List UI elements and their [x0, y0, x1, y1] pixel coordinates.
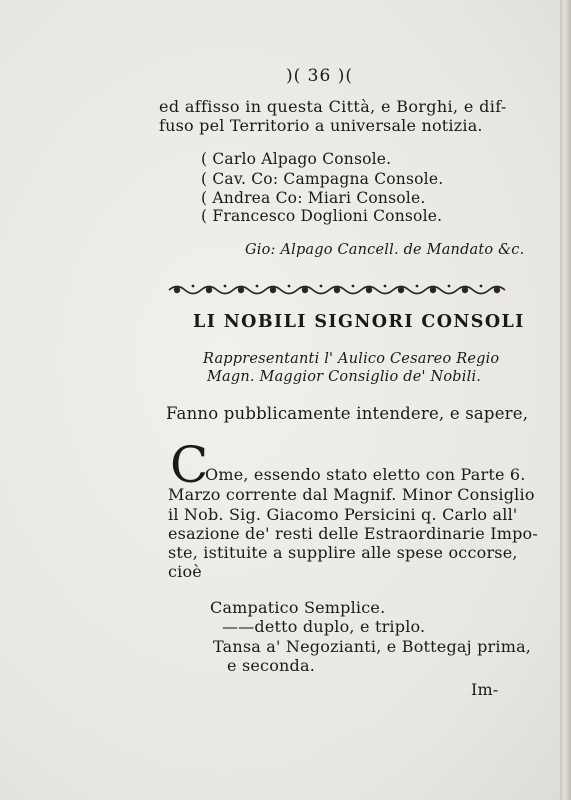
announcement-line: Fanno pubblicamente intendere, e sapere,	[166, 404, 529, 423]
body-line: Ome, essendo stato eletto con Parte 6.	[205, 465, 526, 484]
body-line: esazione de' resti delle Estraordinarie Impo-	[168, 524, 538, 543]
subheading-line-2: Magn. Maggior Consiglio de' Nobili.	[207, 369, 482, 385]
consul-entry: ( Cav. Co: Campagna Console.	[201, 170, 444, 188]
page-edge	[560, 0, 571, 800]
tax-item: Campatico Semplice.	[210, 598, 386, 617]
opening-line-2: fuso pel Territorio a universale notizia.	[159, 116, 483, 135]
body-line: il Nob. Sig. Giacomo Persicini q. Carlo all'	[168, 505, 518, 524]
tax-item: ——detto duplo, e triplo.	[222, 617, 426, 636]
tax-item: e seconda.	[227, 656, 315, 675]
decree-heading: LI NOBILI SIGNORI CONSOLI	[193, 312, 525, 332]
consul-entry: ( Francesco Doglioni Console.	[201, 207, 443, 225]
consul-entry: ( Carlo Alpago Console.	[201, 150, 392, 168]
chancellor-signature: Gio: Alpago Cancell. de Mandato &c.	[245, 242, 525, 258]
floral-ornament	[165, 281, 510, 299]
opening-line-1: ed affisso in questa Città, e Borghi, e dif-	[159, 97, 507, 116]
consul-entry: ( Andrea Co: Miari Console.	[201, 189, 426, 207]
page-number: )( 36 )(	[286, 66, 353, 86]
catchword: Im-	[471, 680, 499, 699]
subheading-line-1: Rappresentanti l' Aulico Cesareo Regio	[203, 351, 500, 367]
drop-cap: C	[170, 436, 209, 494]
tax-item: Tansa a' Negozianti, e Bottegaj prima,	[213, 637, 532, 656]
body-line: cioè	[168, 562, 202, 581]
body-line: ste, istituite a supplire alle spese occorse,	[168, 543, 518, 562]
body-line: Marzo corrente dal Magnif. Minor Consiglio	[168, 485, 535, 504]
